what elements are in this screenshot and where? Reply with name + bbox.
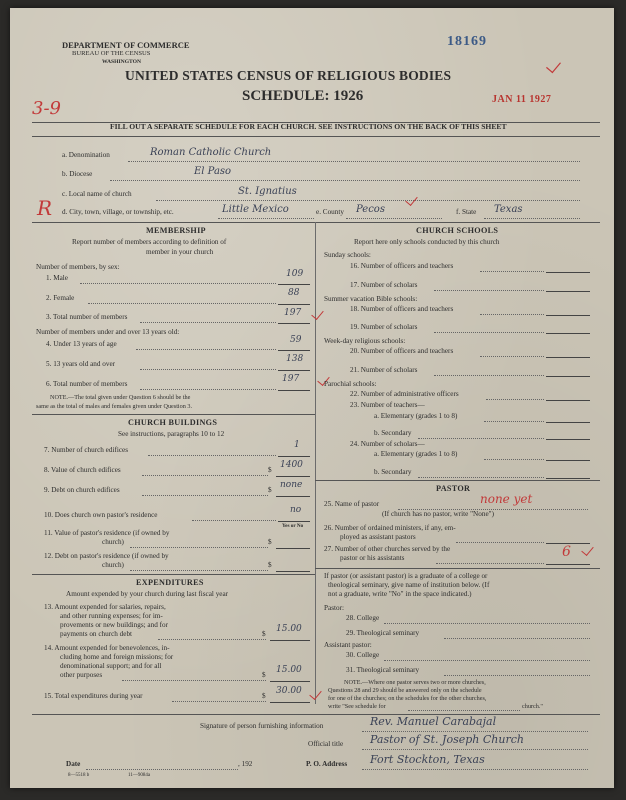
city-name: WASHINGTON bbox=[102, 59, 142, 65]
diocese-value: El Paso bbox=[194, 166, 232, 177]
q31-label: 31. Theological seminary bbox=[346, 666, 420, 674]
check-mark-icon bbox=[311, 307, 323, 320]
schools-intro: Report here only schools conducted by this church bbox=[354, 238, 500, 246]
q19-label: 19. Number of scholars bbox=[350, 323, 418, 331]
local-name-value: St. Ignatius bbox=[238, 186, 297, 197]
q27-value: 6 bbox=[562, 544, 571, 560]
members-by-sex-label: Number of members, by sex: bbox=[36, 263, 120, 271]
county-value: Pecos bbox=[356, 204, 385, 215]
q27-label-line1: 27. Number of other churches served by the bbox=[324, 545, 451, 553]
q11-label-line1: 11. Value of pastor's residence (if owned by bbox=[44, 529, 170, 537]
q13-label-line4: payments on church debt bbox=[60, 630, 133, 638]
q9-debt-label: 9. Debt on church edifices bbox=[44, 486, 120, 494]
q5-over13-label: 5. 13 years old and over bbox=[46, 360, 116, 368]
po-address-value: Fort Stockton, Texas bbox=[370, 753, 485, 766]
pastor-heading: PASTOR bbox=[436, 484, 471, 493]
sunday-schools-label: Sunday schools: bbox=[324, 251, 371, 259]
q13-label-line3: provements or new buildings; and for bbox=[60, 621, 168, 629]
assistant-pastor-subheading: Assistant pastor: bbox=[324, 641, 372, 649]
q6-total-value: 197 bbox=[282, 374, 300, 384]
schedule-number: 18169 bbox=[447, 34, 487, 49]
bureau-name: BUREAU OF THE CENSUS bbox=[72, 50, 151, 57]
expenditures-heading: EXPENDITURES bbox=[136, 578, 204, 587]
membership-heading: MEMBERSHIP bbox=[146, 226, 206, 235]
q28-label: 28. College bbox=[346, 614, 380, 622]
members-age-label: Number of members under and over 13 years old: bbox=[36, 328, 180, 336]
local-name-label: c. Local name of church bbox=[62, 190, 132, 198]
q26-label-line1: 26. Number of ordained ministers, if any, em- bbox=[324, 524, 456, 532]
margin-mark: 3-9 bbox=[32, 98, 61, 119]
q13-label-line2: and other running expenses; for im- bbox=[60, 612, 163, 620]
form-subtitle: SCHEDULE: 1926 bbox=[242, 88, 364, 104]
signature-label: Signature of person furnishing information bbox=[200, 722, 324, 730]
membership-intro-1: Report number of members according to definition of bbox=[72, 238, 227, 246]
q8-dollar-sign: $ bbox=[268, 466, 272, 474]
q3-total-label: 3. Total number of members bbox=[46, 313, 128, 321]
po-address-label: P. O. Address bbox=[306, 760, 348, 768]
denomination-value: Roman Catholic Church bbox=[150, 147, 272, 158]
q13-label-line1: 13. Amount expended for salaries, repairs, bbox=[44, 603, 166, 611]
census-schedule-form bbox=[10, 8, 614, 788]
education-intro-2: theological seminary, give name of institution below. (If bbox=[328, 581, 490, 589]
q27-label-line2: pastor or his assistants bbox=[340, 554, 405, 562]
state-label: f. State bbox=[456, 208, 477, 216]
q13-value: 15.00 bbox=[276, 624, 302, 634]
q8-value-label: 8. Value of church edifices bbox=[44, 466, 121, 474]
membership-note-2: same as the total of males and females given under Question 3. bbox=[36, 403, 193, 410]
city-value: Little Mexico bbox=[222, 204, 289, 215]
q1-male-value: 109 bbox=[286, 269, 304, 279]
signature-value: Rev. Manuel Carabajal bbox=[370, 715, 497, 728]
q25-value: none yet bbox=[480, 492, 533, 506]
check-mark-icon bbox=[405, 193, 417, 206]
buildings-heading: CHURCH BUILDINGS bbox=[128, 418, 218, 427]
schools-heading: CHURCH SCHOOLS bbox=[416, 226, 499, 235]
instruction-banner: FILL OUT A SEPARATE SCHEDULE FOR EACH CHURCH. SEE INSTRUCTIONS ON THE BACK OF THIS SHEET bbox=[110, 122, 507, 131]
parochial-schools-label: Parochial schools: bbox=[324, 380, 377, 388]
summer-schools-label: Summer vacation Bible schools: bbox=[324, 295, 418, 303]
buildings-subheading: See instructions, paragraphs 10 to 12 bbox=[118, 430, 225, 438]
check-mark-icon bbox=[309, 687, 321, 700]
q17-label: 17. Number of scholars bbox=[350, 281, 418, 289]
q29-label: 29. Theological seminary bbox=[346, 629, 420, 637]
q11-label-line2: church) bbox=[102, 538, 124, 546]
form-title: UNITED STATES CENSUS OF RELIGIOUS BODIES bbox=[125, 68, 452, 83]
education-intro-1: If pastor (or assistant pastor) is a graduate of a college or bbox=[324, 572, 488, 580]
margin-letter: R bbox=[37, 196, 53, 220]
weekday-schools-label: Week-day religious schools: bbox=[324, 337, 406, 345]
date-label: Date bbox=[66, 760, 81, 768]
education-intro-3: not a graduate, write "No" in the space indicated.) bbox=[328, 590, 472, 598]
q15-label: 15. Total expenditures during year bbox=[44, 692, 143, 700]
department-name: DEPARTMENT OF COMMERCE bbox=[62, 40, 190, 50]
q15-value: 30.00 bbox=[276, 686, 302, 696]
q9-debt-value: none bbox=[280, 480, 303, 490]
q14-label-line3: denominational support; and for all bbox=[60, 662, 162, 670]
q30-label: 30. College bbox=[346, 651, 380, 659]
expenditures-intro: Amount expended by your church during last fiscal year bbox=[66, 590, 229, 598]
q4-under13-label: 4. Under 13 years of age bbox=[46, 340, 117, 348]
q3-total-value: 197 bbox=[284, 308, 302, 318]
q13-dollar-sign: $ bbox=[262, 630, 266, 638]
check-mark-icon bbox=[581, 543, 593, 556]
q20-label: 20. Number of officers and teachers bbox=[350, 347, 454, 355]
q16-label: 16. Number of officers and teachers bbox=[350, 262, 454, 270]
q11-dollar-sign: $ bbox=[268, 538, 272, 546]
official-title-value: Pastor of St. Joseph Church bbox=[370, 733, 524, 746]
q12-label-line1: 12. Debt on pastor's residence (if owned by bbox=[44, 552, 169, 560]
q12-dollar-sign: $ bbox=[268, 561, 272, 569]
q7-edifices-label: 7. Number of church edifices bbox=[44, 446, 129, 454]
check-mark-icon bbox=[546, 58, 561, 74]
q12-label-line2: church) bbox=[102, 561, 124, 569]
q7-edifices-value: 1 bbox=[294, 440, 300, 450]
county-label: e. County bbox=[316, 208, 344, 216]
q24b-label: b. Secondary bbox=[374, 468, 412, 476]
pastor-subheading: Pastor: bbox=[324, 604, 344, 612]
q25-label: 25. Name of pastor bbox=[324, 500, 380, 508]
q23b-label: b. Secondary bbox=[374, 429, 412, 437]
q1-male-label: 1. Male bbox=[46, 274, 68, 282]
q26-label-line2: ployed as assistant pastors bbox=[340, 533, 416, 541]
form-number: 8—5518 b bbox=[68, 773, 90, 778]
q25-hint: (If church has no pastor, write "None") bbox=[382, 510, 494, 518]
q22-label: 22. Number of administrative officers bbox=[350, 390, 459, 398]
membership-note-1: NOTE.—The total given under Question 6 should be the bbox=[50, 394, 191, 401]
print-number: 11—9084a bbox=[128, 773, 151, 778]
q10-residence-label: 10. Does church own pastor's residence bbox=[44, 511, 158, 519]
q14-dollar-sign: $ bbox=[262, 671, 266, 679]
denomination-label: a. Denomination bbox=[62, 151, 110, 159]
pastor-note-2: Questions 28 and 29 should be answered only on the schedule bbox=[328, 687, 482, 694]
pastor-note-5: church." bbox=[522, 703, 543, 710]
q23a-label: a. Elementary (grades 1 to 8) bbox=[374, 412, 458, 420]
pastor-note-1: NOTE.—Where one pastor serves two or more churches, bbox=[344, 679, 486, 686]
city-label: d. City, town, village, or township, etc. bbox=[62, 208, 174, 216]
date-year: , 192 bbox=[238, 760, 253, 768]
q14-label-line2: cluding home and foreign missions; for bbox=[60, 653, 174, 661]
q23-label: 23. Number of teachers— bbox=[350, 401, 425, 409]
q2-female-value: 88 bbox=[288, 288, 300, 298]
q4-under13-value: 59 bbox=[290, 335, 302, 345]
q24-label: 24. Number of scholars— bbox=[350, 440, 425, 448]
q8-value: 1400 bbox=[280, 460, 303, 470]
q9-dollar-sign: $ bbox=[268, 486, 272, 494]
q5-over13-value: 138 bbox=[286, 354, 304, 364]
q15-dollar-sign: $ bbox=[262, 692, 266, 700]
pastor-note-4: write "See schedule for bbox=[328, 703, 386, 710]
received-date-stamp: JAN 11 1927 bbox=[492, 94, 552, 105]
q10-residence-value: no bbox=[290, 505, 302, 515]
q14-value: 15.00 bbox=[276, 665, 302, 675]
official-title-label: Official title bbox=[308, 740, 344, 748]
q18-label: 18. Number of officers and teachers bbox=[350, 305, 454, 313]
q14-label-line4: other purposes bbox=[60, 671, 103, 679]
q24a-label: a. Elementary (grades 1 to 8) bbox=[374, 450, 458, 458]
q10-hint: Yes or No bbox=[282, 523, 304, 529]
q14-label-line1: 14. Amount expended for benevolences, in- bbox=[44, 644, 170, 652]
pastor-note-3: for one of the churches; on the schedules for the other churches, bbox=[328, 695, 487, 702]
membership-intro-2: member in your church bbox=[146, 248, 214, 256]
state-value: Texas bbox=[494, 204, 523, 215]
q2-female-label: 2. Female bbox=[46, 294, 75, 302]
q6-total-label: 6. Total number of members bbox=[46, 380, 128, 388]
diocese-label: b. Diocese bbox=[62, 170, 93, 178]
q21-label: 21. Number of scholars bbox=[350, 366, 418, 374]
